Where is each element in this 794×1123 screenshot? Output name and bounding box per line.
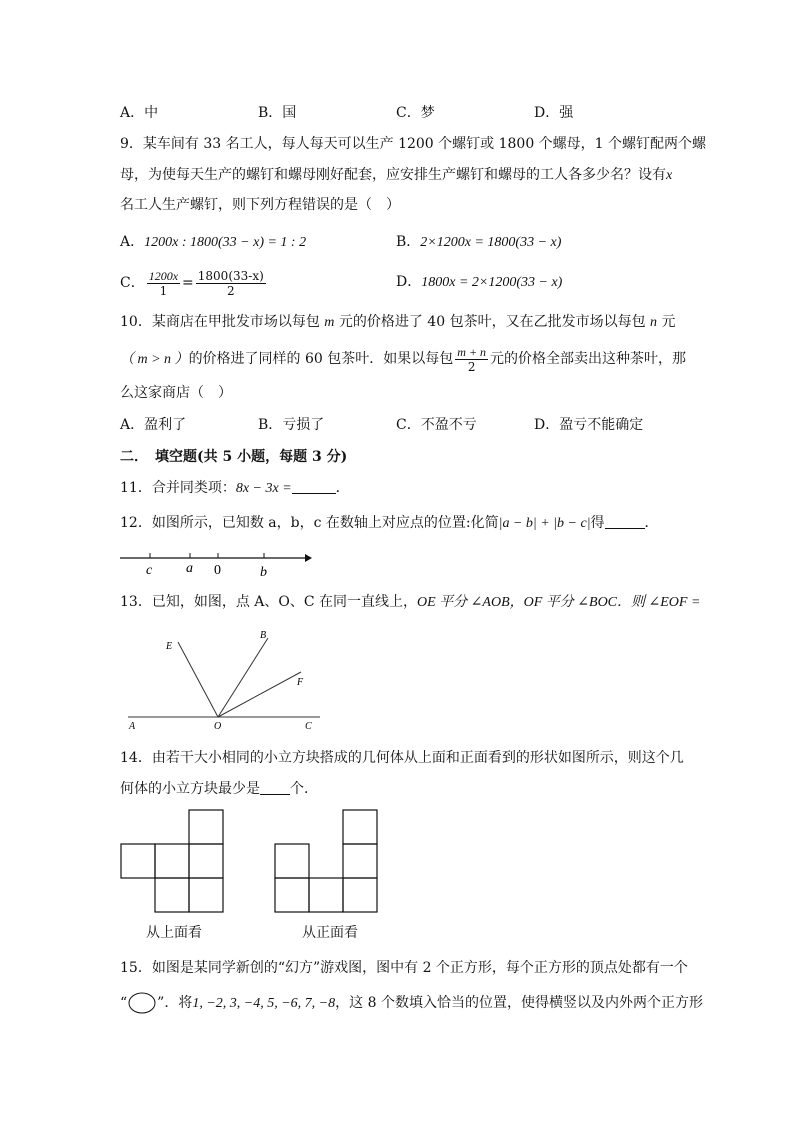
circle-icon <box>127 992 157 1014</box>
arrow-icon <box>305 554 312 562</box>
caption-front-view: 从正面看 <box>302 925 358 941</box>
q10-option-a: A．盈利了 <box>120 417 187 433</box>
label-a: a <box>186 561 193 576</box>
front-view-figure <box>274 808 384 918</box>
q10-line3: 么这家商店（ ） <box>120 385 232 401</box>
q10-option-b: B．亏损了 <box>258 417 325 433</box>
q14-line1: 14．由若干大小相同的小立方块搭成的几何体从上面和正面看到的形状如图所示，则这个几 <box>120 750 684 766</box>
q8-option-c: C．梦 <box>396 105 435 121</box>
q12: 12．如图所示，已知数 a，b，c 在数轴上对应点的位置:化简|a − b| + |b − c|得 ． <box>120 515 659 531</box>
q9-line1: 9．某车间有 33 名工人，每人每天可以生产 1200 个螺钉或 1800 个螺母，1 个螺钉配两个螺 <box>120 136 707 152</box>
q8-option-a: A．中 <box>120 105 159 121</box>
ray-OB <box>218 638 268 717</box>
label-E: E <box>166 641 173 652</box>
top-view-figure <box>120 808 230 918</box>
q9-option-a: A．1200x : 1800(33 − x) = 1 : 2 <box>120 234 307 250</box>
q9-line3: 名工人生产螺钉，则下列方程错误的是（ ） <box>120 197 400 213</box>
q15-line2: “ ”．将1, −2, 3, −4, 5, −6, 7, −8，这 8 个数填入恰当的位置，使得横竖以及内外两个正方形 <box>120 991 703 1016</box>
q9-option-b: B．2×1200x = 1800(33 − x) <box>396 234 562 250</box>
answer-blank <box>260 780 290 795</box>
q9-option-d: D．1800x = 2×1200(33 − x) <box>396 274 563 290</box>
q10-line1: 10．某商店在甲批发市场以每包 m 元的价格进了 40 包茶叶，又在乙批发市场以每包 n 元 <box>120 314 676 330</box>
q15-line1: 15．如图是某同学新创的“幻方”游戏图，图中有 2 个正方形，每个正方形的顶点处都有一个 <box>120 960 688 976</box>
q8-option-d: D．强 <box>534 105 574 121</box>
label-zero: 0 <box>214 563 221 578</box>
label-c: c <box>146 563 153 578</box>
answer-blank <box>605 514 645 529</box>
ray-OE <box>178 642 218 717</box>
number-line-figure <box>120 550 320 580</box>
label-C: C <box>305 721 312 732</box>
answer-blank <box>292 479 336 494</box>
label-O: O <box>214 721 222 732</box>
q11: 11．合并同类项：8x − 3x = ． <box>120 480 350 496</box>
q14-line2: 何体的小立方块最少是 个． <box>120 781 318 797</box>
label-F: F <box>297 677 304 688</box>
q9-option-c: C． $\frac{1200x}{1}$ = $\frac{1800(33-x)}{2}$ <box>120 268 264 298</box>
q10-line2: （ m > n ）的价格进了同样的 60 包茶叶．如果以每包 $\frac{m + n}{2}$ 元的价格全部卖出这种茶叶，那 <box>120 344 687 374</box>
q10-option-d: D．盈亏不能确定 <box>534 417 644 433</box>
label-B: B <box>260 630 267 641</box>
angle-figure <box>125 625 335 730</box>
q10-option-c: C．不盈不亏 <box>396 417 477 433</box>
section-title: 二． 填空题(共 5 小题，每题 3 分) <box>120 449 348 465</box>
label-b: b <box>260 565 267 580</box>
q13: 13．已知，如图，点 A、O、C 在同一直线上，OE 平分 ∠AOB，OF 平分 ∠BOC．则 ∠EOF = <box>120 594 701 610</box>
caption-top-view: 从上面看 <box>146 925 202 941</box>
label-A: A <box>129 721 136 732</box>
q9-line2: 母，为使每天生产的螺钉和螺母刚好配套，应安排生产螺钉和螺母的工人各多少名？设有x <box>120 167 673 183</box>
q8-option-b: B．国 <box>258 105 297 121</box>
ray-OF <box>218 672 301 717</box>
